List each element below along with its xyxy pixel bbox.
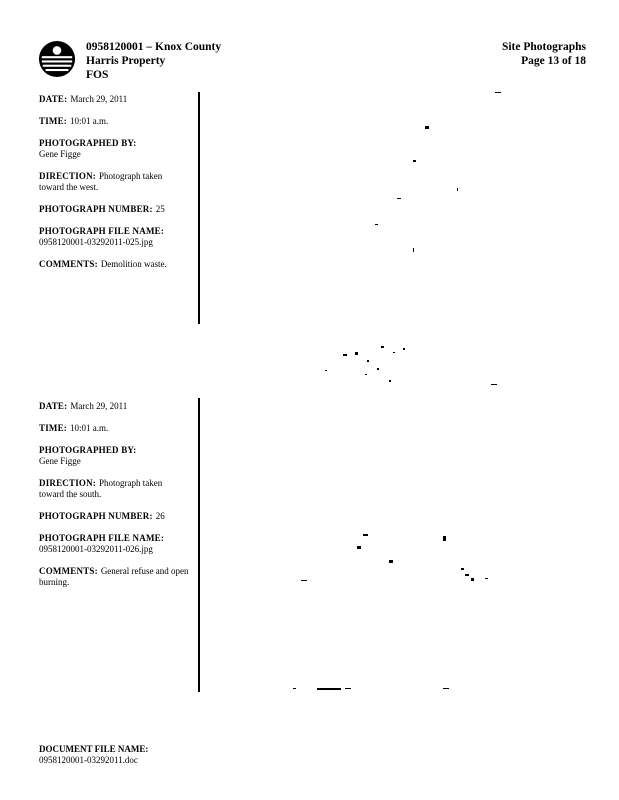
photo-file-field: PHOTOGRAPH FILE NAME: 0958120001-03292011-026.jpg xyxy=(39,533,165,554)
agency-logo-icon xyxy=(38,40,76,78)
photo-divider-1 xyxy=(198,92,200,324)
date-field: DATE: March 29, 2011 xyxy=(39,94,128,104)
comments-field: COMMENTS: General refuse and open burning. xyxy=(39,566,189,587)
page-number: Page 13 of 18 xyxy=(521,55,586,67)
direction-field: DIRECTION: Photograph taken toward the south. xyxy=(39,478,163,499)
photographed-by-field: PHOTOGRAPHED BY: Gene Figge xyxy=(39,138,137,159)
date-field: DATE: March 29, 2011 xyxy=(39,401,128,411)
report-title: Site Photographs xyxy=(501,41,586,53)
report-code: FOS xyxy=(86,69,109,81)
site-photo-1 xyxy=(205,88,600,388)
comments-field: COMMENTS: Demolition waste. xyxy=(39,259,167,269)
photographed-by-field: PHOTOGRAPHED BY: Gene Figge xyxy=(39,445,137,466)
document-file-name: DOCUMENT FILE NAME: 0958120001-03292011.doc xyxy=(39,744,149,765)
header-project-info xyxy=(86,40,221,82)
document-file-value: 0958120001-03292011.doc xyxy=(39,755,138,765)
photo-info-block-2 xyxy=(39,401,199,599)
site-photo-2 xyxy=(205,396,600,696)
time-field: TIME: 10:01 a.m. xyxy=(39,116,109,126)
header-page-info xyxy=(502,40,586,68)
photo-number-field: PHOTOGRAPH NUMBER: 26 xyxy=(39,511,165,521)
photo-number-field: PHOTOGRAPH NUMBER: 25 xyxy=(39,204,165,214)
direction-field: DIRECTION: Photograph taken toward the west. xyxy=(39,171,163,192)
time-field: TIME: 10:01 a.m. xyxy=(39,423,109,433)
project-number-county: 0958120001 – Knox County xyxy=(86,41,222,53)
photo-file-field: PHOTOGRAPH FILE NAME: 0958120001-03292011-025.jpg xyxy=(39,226,165,247)
photo-divider-2 xyxy=(198,398,200,692)
photo-info-block-1 xyxy=(39,94,199,281)
property-name: Harris Property xyxy=(86,55,166,67)
